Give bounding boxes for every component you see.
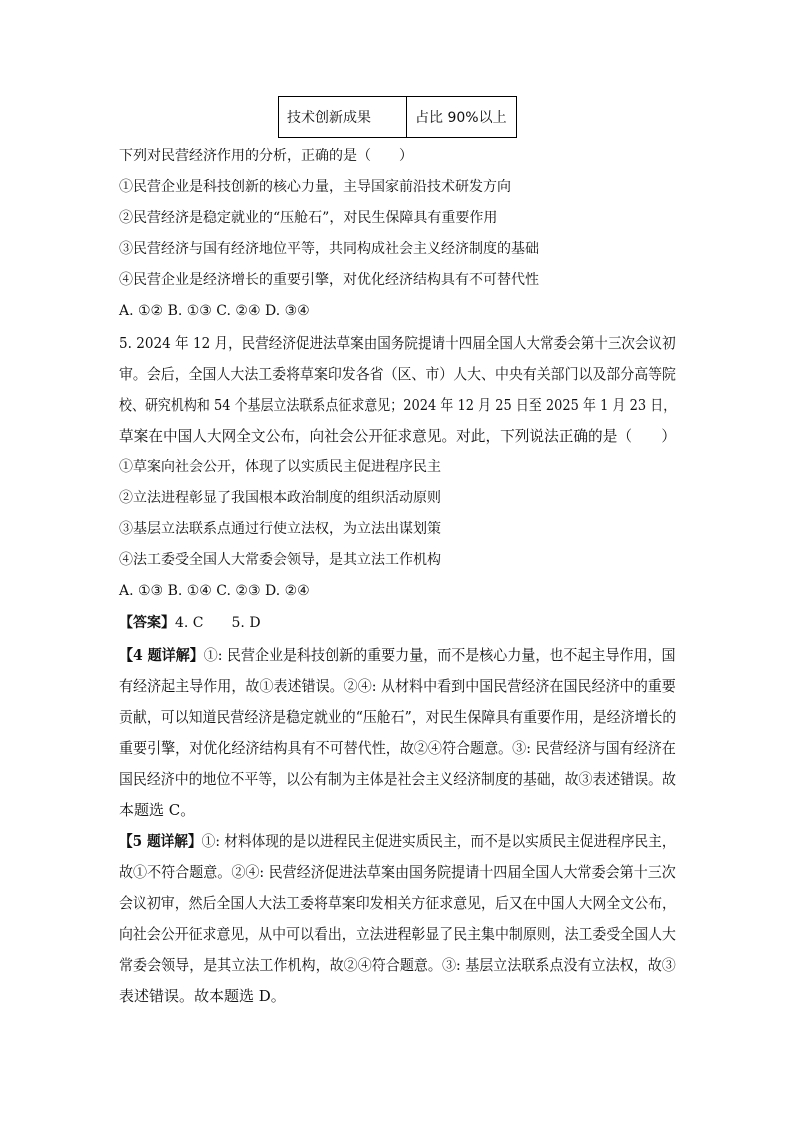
- explain5-line-1: [119, 831, 676, 851]
- explain5-line-5: 常委会领导，是其立法工作机构，故②④符合题意。③: 基层立法联系点没有立法权，故③: [119, 956, 676, 974]
- q4-option-2: ②民营经济是稳定就业的“压舱石”，对民生保障具有重要作用: [119, 210, 498, 226]
- q5-option-2: ②立法进程彰显了我国根本政治制度的组织活动原则: [119, 490, 441, 506]
- q5-stem-line-3: 校、研究机构和 54 个基层立法联系点征求意见；2024 年 12 月 25 日至 2025 年 1 月 23 日，: [119, 396, 677, 414]
- q4-option-4: ④民营企业是经济增长的重要引擎，对优化经济结构具有不可替代性: [119, 272, 539, 288]
- table-cell-share: 占比 90%以上: [407, 97, 517, 138]
- explain4-line-3: 贡献，可以知道民营经济是稳定就业的“压舱石”，对民生保障具有重要作用，是经济增长的: [119, 708, 677, 726]
- table-cell-category: 技术创新成果: [279, 97, 407, 138]
- explain4-line-1: [119, 645, 676, 665]
- q5-choices: A. ①③ B. ①④ C. ②③ D. ②④: [119, 583, 310, 599]
- q5-stem-line-1: 5. 2024 年 12 月，民营经济促进法草案由国务院提请十四届全国人大常委会第十三次会议初: [119, 334, 676, 352]
- explain5-line-4: 向社会公开征求意见，从中可以看出，立法进程彰显了民主集中制原则，法工委受全国人大: [119, 925, 676, 943]
- explain5-line-2: 故①不符合题意。②④: 民营经济促进法草案由国务院提请十四届全国人大常委会第十三次: [119, 863, 676, 881]
- q5-option-3: ③基层立法联系点通过行使立法权，为立法出谋划策: [119, 521, 441, 537]
- q4-option-3: ③民营经济与国有经济地位平等，共同构成社会主义经济制度的基础: [119, 241, 539, 257]
- explain4-line-4: 重要引擎，对优化经济结构具有不可替代性，故②④符合题意。③: 民营经济与国有经济在: [119, 739, 676, 757]
- q5-stem-line-2: 审。会后，全国人大法工委将草案印发各省（区、市）人大、中央有关部门以及部分高等院: [119, 365, 676, 383]
- explain5-line-6: 表述错误。故本题选 D。: [119, 987, 286, 1005]
- q5-option-1: ①草案向社会公开，体现了以实质民主促进程序民主: [119, 459, 441, 475]
- q4-choices: A. ①② B. ①③ C. ②④ D. ③④: [119, 303, 310, 319]
- explain4-line-6: 本题选 C。: [119, 801, 196, 819]
- q4-option-1: ①民营企业是科技创新的核心力量，主导国家前沿技术研发方向: [119, 179, 511, 195]
- explain4-label: 【4 题详解】: [119, 646, 204, 664]
- explain4-line-2: 有经济起主导作用，故①表述错误。②④: 从材料中看到中国民营经济在国民经济中的重要: [119, 677, 676, 695]
- q5-option-4: ④法工委受全国人大常委会领导，是其立法工作机构: [119, 552, 441, 568]
- data-table: [278, 96, 517, 138]
- explain4-line-5: 国民经济中的地位不平等，以公有制为主体是社会主义经济制度的基础，故③表述错误。故: [119, 770, 676, 788]
- explain5-line-3: 会议初审，然后全国人大法工委将草案印发相关方征求意见，后又在中国人大网全文公布，: [119, 894, 676, 912]
- answer-line: [119, 613, 261, 633]
- q4-stem: 下列对民营经济作用的分析，正确的是（ ）: [119, 148, 413, 164]
- q5-stem-line-4: 草案在中国人大网全文公布，向社会公开征求意见。对此，下列说法正确的是（ ）: [119, 427, 677, 445]
- answer-value: 4. C 5. D: [175, 615, 261, 631]
- answer-label: 【答案】: [119, 615, 175, 631]
- table-row: [279, 97, 517, 138]
- explain5-text: ①: 材料体现的是以进程民主促进实质民主，而不是以实质民主促进程序民主，: [201, 832, 676, 850]
- explain4-text: ①: 民营企业是科技创新的重要力量，而不是核心力量，也不起主导作用，国: [203, 646, 676, 664]
- explain5-label: 【5 题详解】: [119, 832, 202, 850]
